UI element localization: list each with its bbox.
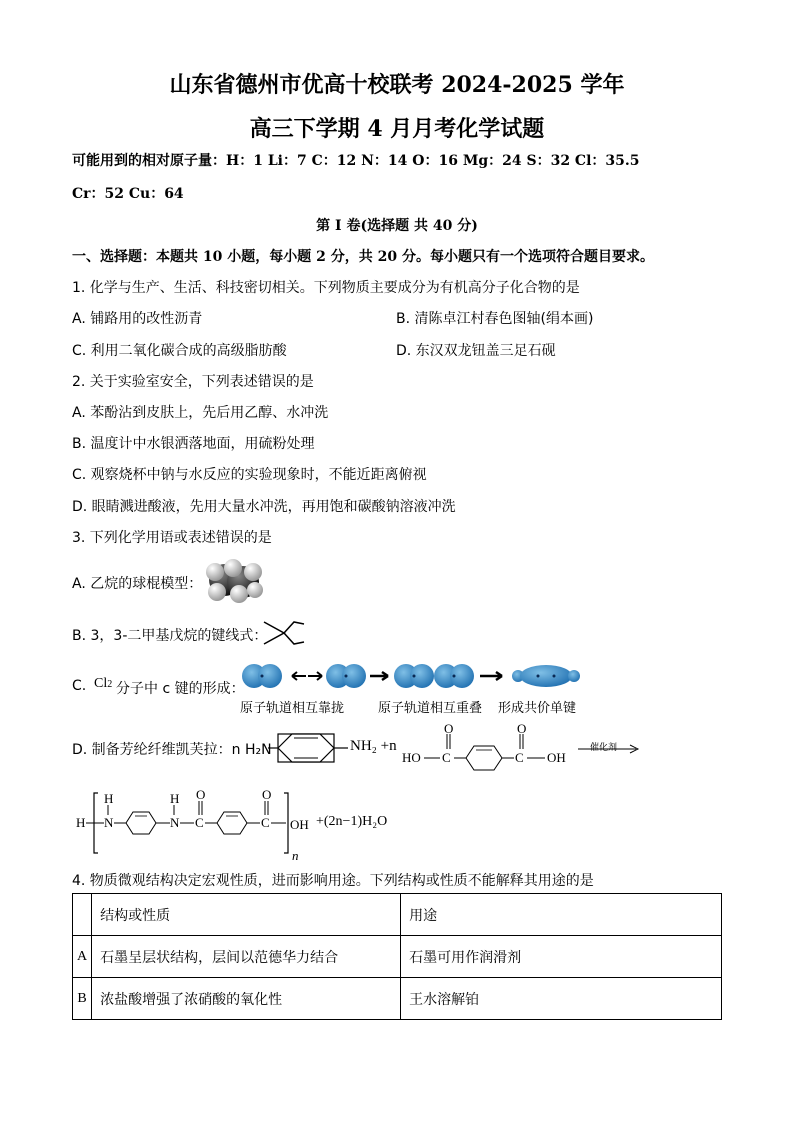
svg-text:OH: OH	[547, 750, 566, 765]
exam-title-line2: 高三下学期 4 月月考化学试题	[249, 116, 545, 142]
row-key: B	[73, 978, 92, 1020]
svg-text:OH: OH	[290, 817, 309, 832]
water-byproduct: +(2n−1)H₂O	[316, 814, 388, 829]
volume-heading: 第 I 卷(选择题 共 40 分)	[316, 218, 478, 234]
svg-text:O: O	[517, 722, 527, 736]
svg-text:C: C	[195, 815, 204, 830]
q3-option-b: B. 3，3-二甲基戊烷的键线式：	[72, 628, 268, 644]
atomic-masses-line1: 可能用到的相对原子量：H：1 Li：7 C：12 N：14 O：16 Mg：24 S：32 Cl：35.5	[72, 153, 640, 169]
q3-option-d-mid: NH₂ +n	[350, 738, 397, 754]
q3-option-c-prefix: C.	[72, 678, 87, 694]
q1-stem: 1. 化学与生产、生活、科技密切相关。下列物质主要成分为有机高分子化合物的是	[72, 280, 580, 296]
svg-text:C: C	[515, 750, 524, 765]
reaction-arrow-icon	[578, 742, 640, 756]
q2-option-c: C. 观察烧杯中钠与水反应的实验现象时，不能近距离俯视	[72, 467, 427, 483]
ethane-model-icon	[203, 558, 265, 604]
row-property: 浓盐酸增强了浓硝酸的氧化性	[92, 978, 401, 1020]
svg-text:HO: HO	[402, 750, 421, 765]
row-use: 石墨可用作润滑剂	[401, 936, 722, 978]
row-use: 王水溶解铂	[401, 978, 722, 1020]
dimethylpentane-skeletal-icon	[262, 618, 306, 648]
table-row	[73, 936, 722, 978]
q1-option-b: B. 清陈卓江村春色图轴(绢本画)	[396, 311, 594, 327]
svg-text:H: H	[104, 791, 114, 806]
table-header-property: 结构或性质	[92, 894, 401, 936]
q2-option-b: B. 温度计中水银洒落地面，用硫粉处理	[72, 436, 315, 452]
part1-heading: 一、选择题：本题共 10 小题，每小题 2 分，共 20 分。每小题只有一个选项符合题目要求。	[72, 249, 654, 265]
q1-option-c: C. 利用二氧化碳合成的高级脂肪酸	[72, 343, 287, 359]
svg-text:O: O	[196, 787, 206, 802]
q3-option-d-prefix: D. 制备芳纶纤维凯芙拉：n H₂N	[72, 742, 272, 758]
table-header-key	[73, 894, 92, 936]
svg-text:H: H	[170, 791, 180, 806]
svg-text:C: C	[442, 750, 451, 765]
sigma-caption-1: 原子轨道相互靠拢	[240, 701, 345, 716]
row-property: 石墨呈层状结构，层间以范德华力结合	[92, 936, 401, 978]
q2-stem: 2. 关于实验室安全，下列表述错误的是	[72, 374, 314, 390]
q2-option-d: D. 眼睛溅进酸液，先用大量水冲洗，再用饱和碳酸钠溶液冲洗	[72, 499, 456, 515]
table-row	[73, 978, 722, 1020]
q2-option-a: A. 苯酚沾到皮肤上，先后用乙醇、水冲洗	[72, 405, 329, 421]
table-header-row	[73, 894, 722, 936]
sigma-caption-3: 形成共价单键	[498, 701, 577, 716]
svg-text:O: O	[262, 787, 272, 802]
svg-text:N: N	[104, 815, 114, 830]
q3-option-c-label: 分子中 c 键的形成：	[116, 681, 245, 697]
terephthalic-acid-structure	[400, 722, 580, 772]
row-key: A	[73, 936, 92, 978]
polymer-n: n	[292, 848, 299, 863]
table-header-use: 用途	[401, 894, 722, 936]
cl2-formula: Cl2	[94, 676, 113, 691]
svg-text:N: N	[170, 815, 180, 830]
atomic-masses-line2: Cr：52 Cu：64	[72, 186, 184, 202]
q3-option-a: A. 乙烷的球棍模型：	[72, 576, 203, 592]
q4-table	[72, 893, 722, 1020]
benzene-ring-diamine-icon	[268, 728, 348, 768]
svg-text:O: O	[444, 722, 454, 736]
svg-text:C: C	[261, 815, 270, 830]
svg-text:H: H	[76, 815, 86, 830]
exam-title-line1: 山东省德州市优高十校联考 2024-2025 学年	[169, 72, 625, 98]
sigma-caption-2: 原子轨道相互重叠	[378, 701, 483, 716]
q1-option-a: A. 铺路用的改性沥青	[72, 311, 203, 327]
sigma-bond-formation-diagram	[240, 660, 585, 692]
catalyst-label: 催化剂	[590, 743, 618, 753]
q3-stem: 3. 下列化学用语或表述错误的是	[72, 530, 272, 546]
q4-stem: 4. 物质微观结构决定宏观性质，进而影响用途。下列结构或性质不能解释其用途的是	[72, 873, 594, 889]
q1-option-d: D. 东汉双龙钮盖三足石砚	[396, 343, 556, 359]
